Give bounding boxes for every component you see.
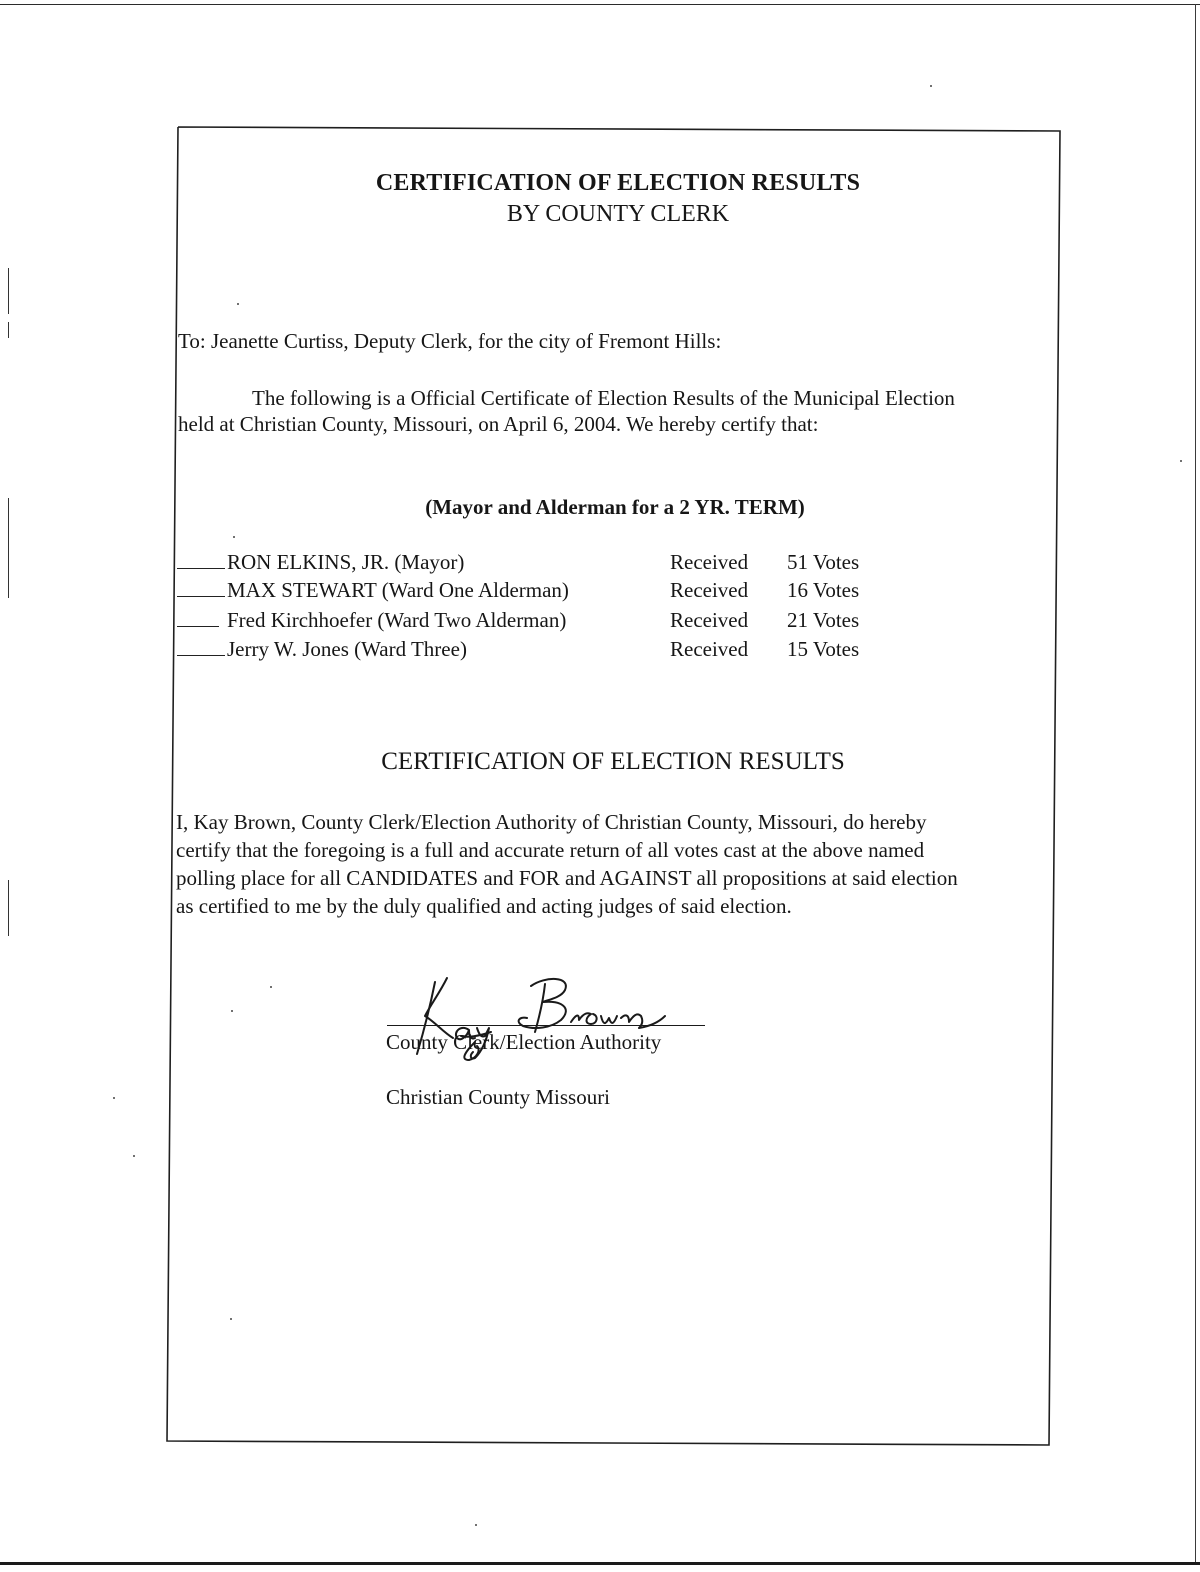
check-blank (177, 608, 219, 627)
candidate-entry (177, 608, 566, 633)
vote-count: 21 Votes (787, 608, 860, 632)
received-label: Received (670, 578, 749, 602)
scan-speck (233, 536, 235, 538)
scan-speck (1180, 460, 1182, 462)
certification-line-4: as certified to me by the duly qualified and acting judges of said election. (176, 894, 792, 918)
result-row (177, 637, 897, 665)
scan-speck (230, 1318, 232, 1320)
signature-line (387, 1025, 705, 1026)
vote-count: 15 Votes (787, 637, 860, 661)
county-name: Christian County Missouri (386, 1085, 611, 1109)
scan-mark (8, 268, 9, 314)
candidate-entry (177, 578, 569, 603)
candidate-name: RON ELKINS, JR. (Mayor) (227, 550, 465, 574)
scan-mark (8, 880, 9, 936)
result-row (177, 578, 897, 606)
check-blank (177, 637, 225, 656)
scan-mark (8, 322, 9, 338)
result-row (177, 608, 897, 636)
scan-speck (475, 1524, 477, 1526)
scan-speck (231, 1010, 233, 1012)
received-label: Received (670, 637, 749, 661)
certification-line-1: I, Kay Brown, County Clerk/Election Authority of Christian County, Missouri, do hereby (176, 810, 927, 834)
certification-line-2: certify that the foregoing is a full and accurate return of all votes cast at the above named (176, 838, 925, 862)
scan-speck (930, 85, 932, 87)
scan-speck (133, 1155, 135, 1157)
signature-title: County Clerk/Election Authority (386, 1030, 662, 1054)
candidate-name: Fred Kirchhoefer (Ward Two Alderman) (227, 608, 567, 632)
addressee-line: To: Jeanette Curtiss, Deputy Clerk, for the city of Fremont Hills: (178, 329, 722, 353)
received-label: Received (670, 550, 749, 574)
scan-speck (237, 303, 239, 305)
received-label: Received (670, 608, 749, 632)
document-subtitle: BY COUNTY CLERK (506, 201, 730, 227)
check-blank (177, 578, 225, 597)
intro-line-1: The following is a Official Certificate of Election Results of the Municipal Election (252, 386, 955, 410)
candidate-name: MAX STEWART (Ward One Alderman) (227, 578, 569, 602)
intro-line-2: held at Christian County, Missouri, on April 6, 2004. We hereby certify that: (178, 412, 819, 436)
candidate-entry (177, 550, 464, 575)
certification-heading: CERTIFICATION OF ELECTION RESULTS (381, 748, 845, 775)
candidate-entry (177, 637, 467, 662)
scan-edge-top (0, 4, 1200, 5)
vote-count: 16 Votes (787, 578, 860, 602)
scan-speck (113, 1097, 115, 1099)
scan-edge-right (1195, 4, 1196, 1564)
race-heading: (Mayor and Alderman for a 2 YR. TERM) (425, 495, 805, 519)
check-blank (177, 550, 225, 569)
candidate-name: Jerry W. Jones (Ward Three) (227, 637, 467, 661)
result-row (177, 550, 897, 578)
scan-edge-bottom (0, 1562, 1200, 1565)
document-title: CERTIFICATION OF ELECTION RESULTS (375, 170, 861, 196)
certification-line-3: polling place for all CANDIDATES and FOR and AGAINST all propositions at said election (176, 866, 958, 890)
scan-speck (270, 986, 272, 988)
vote-count: 51 Votes (787, 550, 860, 574)
